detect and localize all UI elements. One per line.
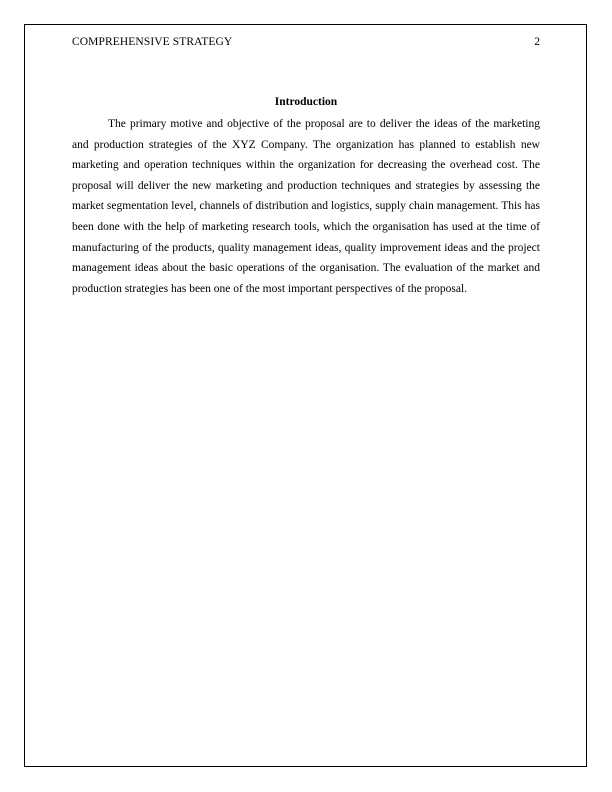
body-paragraph: The primary motive and objective of the proposal are to deliver the ideas of the marketing and production strategies of the XYZ Company. The organization has planned to establish new marketing and operation techniques within the organization for decreasing the overhead cost. The proposal will deliver the new marketing and production techniques and strategies by assessing the market segmentation level, channels of distribution and logistics, supply chain management. This has been done with the help of marketing research tools, which the organisation has used at the time of manufacturing of the products, quality management ideas, quality improvement ideas and the project management ideas about the basic operations of the organisation. The evaluation of the market and production strategies has been one of the most important perspectives of the proposal.: [72, 118, 540, 295]
page-number: 2: [534, 36, 540, 48]
section-heading: Introduction: [274, 96, 338, 108]
running-head: COMPREHENSIVE STRATEGY: [72, 36, 233, 48]
